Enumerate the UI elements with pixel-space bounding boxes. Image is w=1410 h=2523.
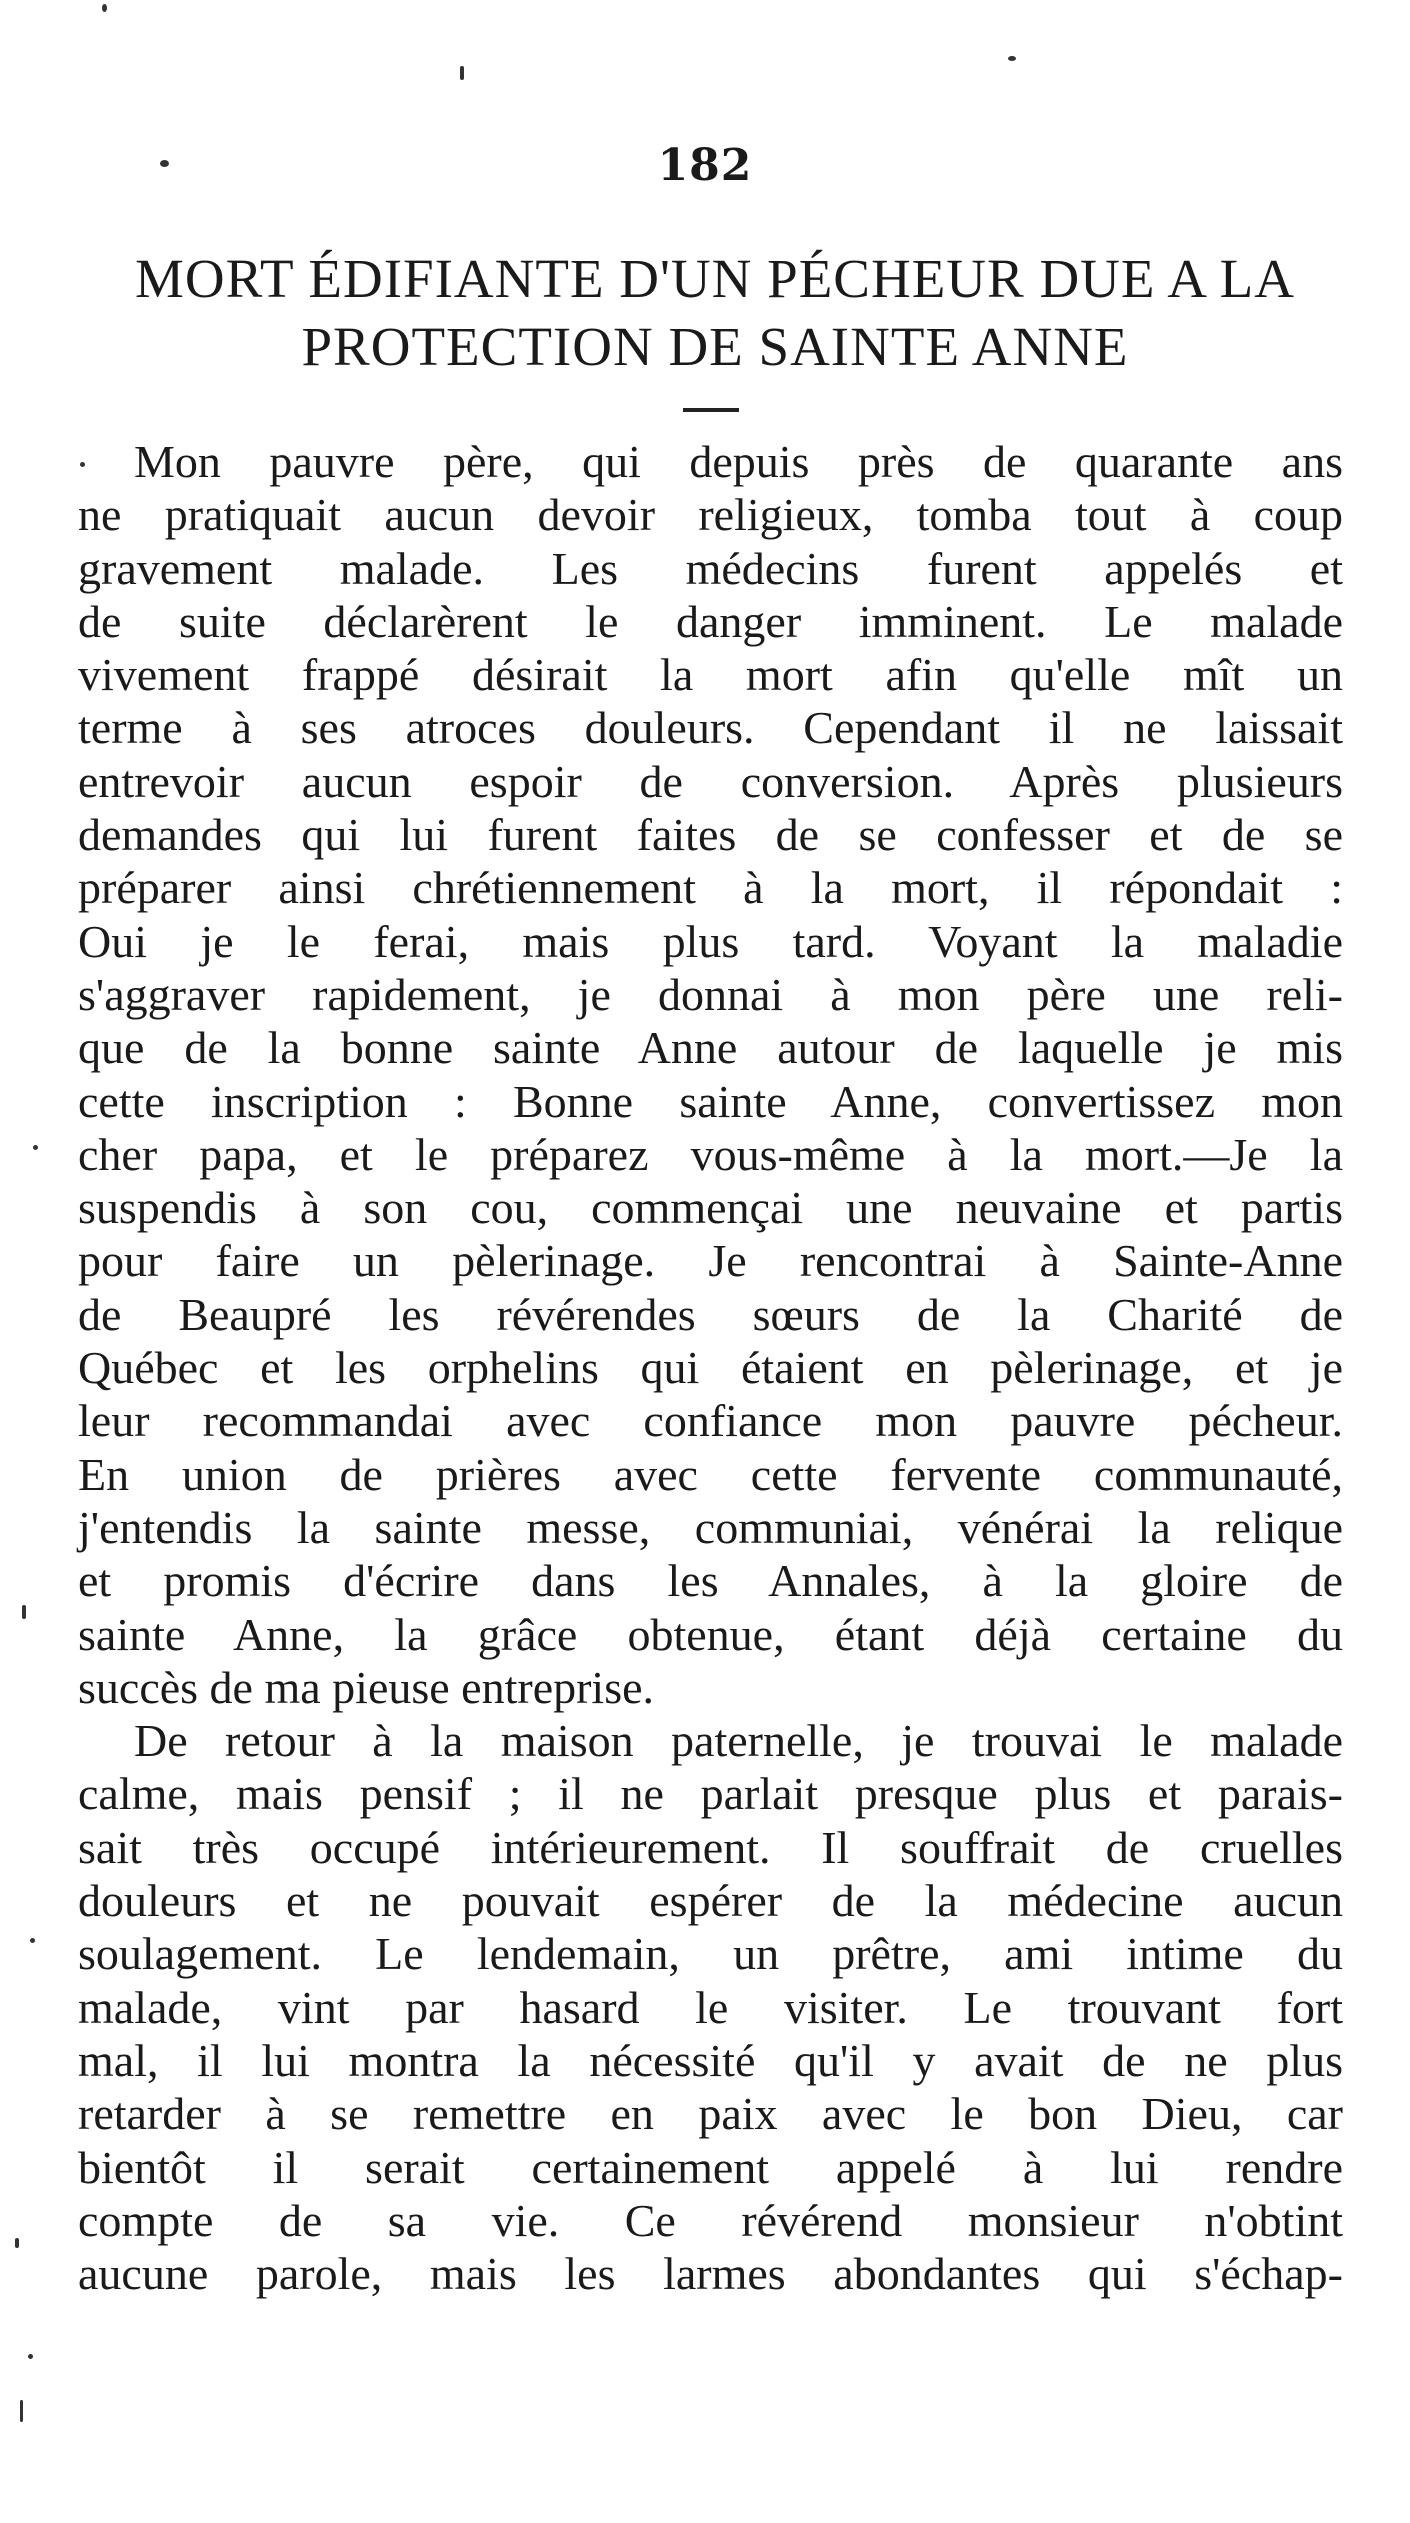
text-line: Oui je le ferai, mais plus tard. Voyant la maladie: [78, 915, 1343, 967]
text-line: et promis d'écrire dans les Annales, à la gloire de: [78, 1555, 1343, 1607]
text-line: compte de sa vie. Ce révérend monsieur n'obtint: [78, 2194, 1343, 2246]
title-line: PROTECTION DE SAINTE ANNE: [301, 316, 1129, 377]
scan-speck: [102, 4, 107, 12]
text-line: Québec et les orphelins qui étaient en pèlerinage, et je: [78, 1342, 1343, 1394]
text-line: soulagement. Le lendemain, un prêtre, ami intime du: [78, 1928, 1343, 1980]
text-line: douleurs et ne pouvait espérer de la médecine aucun: [78, 1875, 1343, 1927]
text-line: mal, il lui montra la nécessité qu'il y avait de ne plus: [78, 2034, 1343, 2086]
body-text: [78, 435, 1343, 2300]
paragraph-1: [78, 435, 1343, 1714]
text-line: préparer ainsi chrétiennement à la mort, il répondait :: [78, 862, 1343, 914]
text-line: sait très occupé intérieurement. Il souffrait de cruelles: [78, 1821, 1343, 1873]
text-line: pour faire un pèlerinage. Je rencontrai à Sainte-Anne: [78, 1235, 1343, 1287]
text-line: bientôt il serait certainement appelé à lui rendre: [78, 2141, 1343, 2193]
text-line: j'entendis la sainte messe, communiai, vénérai la relique: [78, 1501, 1343, 1553]
text-line: cher papa, et le préparez vous-même à la mort.—Je la: [78, 1128, 1343, 1180]
text-line: de Beaupré les révérendes sœurs de la Charité de: [78, 1288, 1343, 1340]
scan-speck: [33, 1145, 38, 1150]
text-line: leur recommandai avec confiance mon pauvre pécheur.: [78, 1395, 1343, 1447]
scan-speck: [28, 2354, 33, 2359]
title-divider: [683, 408, 739, 412]
text-line: suspendis à son cou, commençai une neuvaine et partis: [78, 1182, 1343, 1234]
text-line: gravement malade. Les médecins furent appelés et: [78, 542, 1343, 594]
scan-speck: [1008, 56, 1016, 61]
text-line: de suite déclarèrent le danger imminent. Le malade: [78, 595, 1343, 647]
text-line: De retour à la maison paternelle, je trouvai le malade: [134, 1715, 1343, 1767]
text-line: vivement frappé désirait la mort afin qu'elle mît un: [78, 649, 1343, 701]
text-line: En union de prières avec cette fervente communauté,: [78, 1448, 1343, 1500]
text-line: retarder à se remettre en paix avec le bon Dieu, car: [78, 2088, 1343, 2140]
scan-speck: [20, 2400, 23, 2422]
text-line: demandes qui lui furent faites de se confesser et de se: [78, 809, 1343, 861]
text-line: malade, vint par hasard le visiter. Le trouvant fort: [78, 1981, 1343, 2033]
paragraph-2: [78, 1714, 1343, 2300]
text-line: entrevoir aucun espoir de conversion. Après plusieurs: [78, 755, 1343, 807]
text-line: calme, mais pensif ; il ne parlait presque plus et parais-: [78, 1768, 1343, 1820]
scan-speck: [30, 1938, 35, 1943]
text-line: s'aggraver rapidement, je donnai à mon père une reli-: [78, 968, 1343, 1020]
page-number: 182: [657, 140, 753, 191]
text-line: ne pratiquait aucun devoir religieux, tomba tout à coup: [78, 489, 1343, 541]
text-line: sainte Anne, la grâce obtenue, étant déjà certaine du: [78, 1608, 1343, 1660]
chapter-title: [90, 245, 1340, 381]
text-line: aucune parole, mais les larmes abondantes qui s'échap-: [78, 2248, 1343, 2300]
text-line: cette inscription : Bonne sainte Anne, convertissez mon: [78, 1075, 1343, 1127]
title-line: MORT ÉDIFIANTE D'UN PÉCHEUR DUE A LA: [135, 248, 1295, 309]
text-line: terme à ses atroces douleurs. Cependant il ne laissait: [78, 702, 1343, 754]
text-line: succès de ma pieuse entreprise.: [78, 1661, 655, 1713]
scan-speck: [460, 66, 464, 80]
scan-speck: [15, 2238, 19, 2248]
scan-speck: [22, 1605, 26, 1619]
text-line: que de la bonne sainte Anne autour de laquelle je mis: [78, 1022, 1343, 1074]
text-line: Mon pauvre père, qui depuis près de quarante ans: [134, 436, 1343, 487]
